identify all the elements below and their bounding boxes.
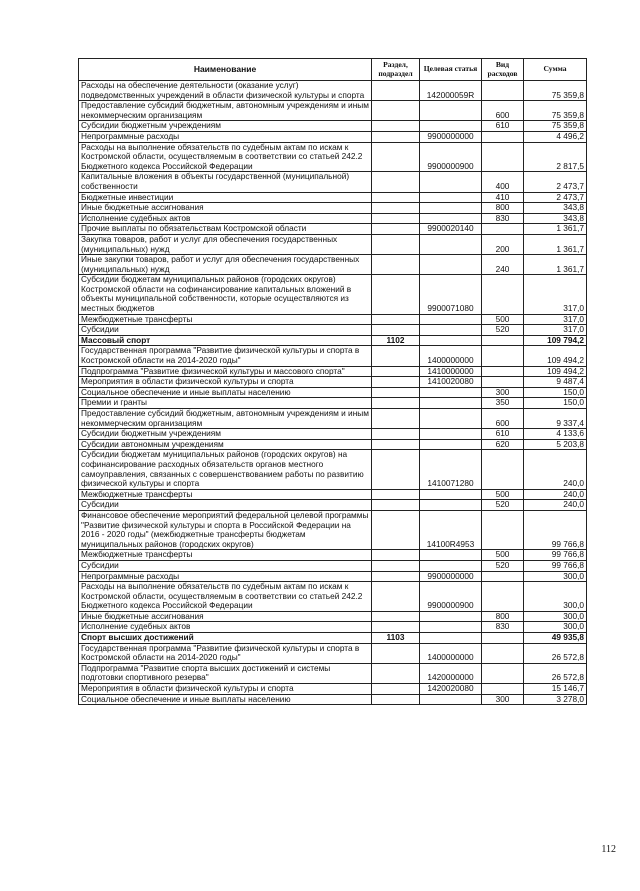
cell-name: Исполнение судебных актов	[79, 213, 372, 224]
cell-sum: 240,0	[524, 450, 587, 489]
cell-name: Субсидии	[79, 560, 372, 571]
cell-target	[420, 550, 482, 561]
table-row	[79, 622, 587, 633]
cell-sum: 150,0	[524, 387, 587, 398]
cell-section	[372, 510, 420, 549]
cell-sum: 300,0	[524, 622, 587, 633]
cell-type: 610	[482, 121, 524, 132]
cell-section	[372, 571, 420, 582]
cell-name: Премии и гранты	[79, 398, 372, 409]
table-row	[79, 489, 587, 500]
cell-type: 520	[482, 325, 524, 336]
cell-name: Прочие выплаты по обязательствам Костромской области	[79, 224, 372, 235]
cell-section	[372, 663, 420, 683]
cell-name: Расходы на выполнение обязательств по судебным актам по искам к Костромской области, осуществляемым в соответствии со статьей 242.2 Бюджетного кодекса Российской Федерации	[79, 582, 372, 612]
cell-name: Межбюджетные трансферты	[79, 489, 372, 500]
cell-section	[372, 172, 420, 192]
cell-section	[372, 377, 420, 388]
cell-target	[420, 325, 482, 336]
cell-section	[372, 203, 420, 214]
cell-type: 600	[482, 101, 524, 121]
cell-sum: 99 766,8	[524, 550, 587, 561]
cell-sum: 4 496,2	[524, 131, 587, 142]
cell-type	[482, 571, 524, 582]
cell-sum: 109 494,2	[524, 366, 587, 377]
cell-type: 200	[482, 234, 524, 254]
table-row	[79, 377, 587, 388]
cell-target	[420, 694, 482, 705]
cell-type: 240	[482, 255, 524, 275]
budget-table	[78, 58, 587, 705]
header-section: Раздел, подраздел	[372, 59, 420, 81]
cell-type: 500	[482, 550, 524, 561]
cell-section	[372, 684, 420, 695]
cell-type	[482, 81, 524, 101]
cell-name: Предоставление субсидий бюджетным, автономным учреждениям и иным некоммерческим организациям	[79, 101, 372, 121]
cell-sum: 99 766,8	[524, 560, 587, 571]
cell-target	[420, 611, 482, 622]
cell-target: 9900000000	[420, 571, 482, 582]
cell-sum: 300,0	[524, 611, 587, 622]
cell-sum: 109 794,2	[524, 335, 587, 346]
header-type: Вид расходов	[482, 59, 524, 81]
cell-name: Иные бюджетные ассигнования	[79, 611, 372, 622]
cell-type: 620	[482, 439, 524, 450]
cell-name: Спорт высших достижений	[79, 633, 372, 644]
cell-section	[372, 192, 420, 203]
table-row	[79, 81, 587, 101]
cell-name: Мероприятия в области физической культуры и спорта	[79, 377, 372, 388]
table-row	[79, 684, 587, 695]
cell-target	[420, 101, 482, 121]
table-body	[79, 81, 587, 705]
cell-name: Подпрограмма "Развитие физической культуры и массового спорта"	[79, 366, 372, 377]
cell-type: 500	[482, 489, 524, 500]
cell-name: Субсидии	[79, 325, 372, 336]
cell-sum: 317,0	[524, 275, 587, 314]
cell-sum: 75 359,8	[524, 121, 587, 132]
cell-name: Бюджетные инвестиции	[79, 192, 372, 203]
cell-section	[372, 81, 420, 101]
cell-name: Финансовое обеспечение мероприятий федеральной целевой программы "Развитие физической культуры и спорта в Российской Федерации на 2016 - 2020 годы" (межбюджетные трансферты бюджетам муниципальных районов (городских округов)	[79, 510, 372, 549]
cell-target	[420, 255, 482, 275]
cell-name: Субсидии бюджетам муниципальных районов (городских округов) на софинансирование расходных обязательств органов местного самоуправления, связанных с совершенствованием работы по развитию физической культуры и спорта	[79, 450, 372, 489]
cell-type: 600	[482, 409, 524, 429]
cell-target	[420, 121, 482, 132]
cell-sum: 2 817,5	[524, 142, 587, 172]
cell-section	[372, 550, 420, 561]
cell-sum: 75 359,8	[524, 81, 587, 101]
table-row	[79, 203, 587, 214]
cell-type	[482, 142, 524, 172]
table-row	[79, 560, 587, 571]
cell-type	[482, 275, 524, 314]
cell-section	[372, 346, 420, 366]
cell-name: Субсидии бюджетам муниципальных районов (городских округов) Костромской области на софинансирование капитальных вложений в объекты муниципальной собственности, которые осуществляются из местных бюджетов	[79, 275, 372, 314]
cell-name: Исполнение судебных актов	[79, 622, 372, 633]
cell-name: Непрограммные расходы	[79, 131, 372, 142]
cell-sum: 1 361,7	[524, 234, 587, 254]
table-row	[79, 192, 587, 203]
cell-target: 142000059R	[420, 81, 482, 101]
cell-type: 610	[482, 429, 524, 440]
cell-sum: 240,0	[524, 489, 587, 500]
cell-type: 520	[482, 500, 524, 511]
cell-target: 1410020080	[420, 377, 482, 388]
cell-type	[482, 633, 524, 644]
cell-section	[372, 409, 420, 429]
cell-section	[372, 643, 420, 663]
table-row	[79, 439, 587, 450]
cell-section	[372, 366, 420, 377]
cell-target	[420, 234, 482, 254]
cell-section	[372, 234, 420, 254]
cell-name: Межбюджетные трансферты	[79, 314, 372, 325]
cell-name: Мероприятия в области физической культуры и спорта	[79, 684, 372, 695]
table-row	[79, 101, 587, 121]
cell-target	[420, 203, 482, 214]
table-row	[79, 325, 587, 336]
cell-target: 1410071280	[420, 450, 482, 489]
table-row	[79, 131, 587, 142]
header-sum: Сумма	[524, 59, 587, 81]
cell-sum: 3 278,0	[524, 694, 587, 705]
cell-name: Субсидии бюджетным учреждениям	[79, 429, 372, 440]
table-header-row	[79, 59, 587, 81]
table-row	[79, 142, 587, 172]
table-row	[79, 429, 587, 440]
table-row	[79, 346, 587, 366]
cell-sum: 317,0	[524, 314, 587, 325]
cell-name: Массовый спорт	[79, 335, 372, 346]
cell-target: 9900000000	[420, 131, 482, 142]
cell-section	[372, 694, 420, 705]
cell-sum: 343,8	[524, 203, 587, 214]
cell-type	[482, 643, 524, 663]
cell-target: 9900020140	[420, 224, 482, 235]
cell-sum: 26 572,8	[524, 663, 587, 683]
table-row	[79, 611, 587, 622]
cell-target: 9900000900	[420, 582, 482, 612]
table-row	[79, 275, 587, 314]
cell-name: Иные бюджетные ассигнования	[79, 203, 372, 214]
cell-type	[482, 224, 524, 235]
table-row	[79, 450, 587, 489]
cell-name: Субсидии	[79, 500, 372, 511]
table-row	[79, 409, 587, 429]
cell-type: 400	[482, 172, 524, 192]
cell-sum: 99 766,8	[524, 510, 587, 549]
cell-target	[420, 429, 482, 440]
cell-sum: 1 361,7	[524, 224, 587, 235]
cell-section	[372, 500, 420, 511]
cell-target	[420, 314, 482, 325]
table-row	[79, 633, 587, 644]
cell-type	[482, 335, 524, 346]
cell-section	[372, 142, 420, 172]
table-row	[79, 694, 587, 705]
table-row	[79, 121, 587, 132]
cell-type	[482, 346, 524, 366]
cell-type	[482, 684, 524, 695]
cell-section: 1102	[372, 335, 420, 346]
table-row	[79, 571, 587, 582]
table-row	[79, 224, 587, 235]
cell-target	[420, 439, 482, 450]
cell-section	[372, 325, 420, 336]
cell-type: 830	[482, 213, 524, 224]
cell-name: Иные закупки товаров, работ и услуг для обеспечения государственных (муниципальных) нужд	[79, 255, 372, 275]
cell-section	[372, 121, 420, 132]
cell-target: 1420000000	[420, 663, 482, 683]
cell-section	[372, 611, 420, 622]
cell-target	[420, 387, 482, 398]
table-row	[79, 663, 587, 683]
cell-sum: 26 572,8	[524, 643, 587, 663]
page-number: 112	[601, 844, 616, 855]
cell-sum: 1 361,7	[524, 255, 587, 275]
cell-type: 500	[482, 314, 524, 325]
cell-type	[482, 450, 524, 489]
cell-sum: 300,0	[524, 582, 587, 612]
cell-type: 410	[482, 192, 524, 203]
cell-target	[420, 622, 482, 633]
cell-target: 14100R4953	[420, 510, 482, 549]
table-row	[79, 172, 587, 192]
table-row	[79, 366, 587, 377]
table-row	[79, 398, 587, 409]
cell-target: 1400000000	[420, 346, 482, 366]
header-target: Целевая статья	[420, 59, 482, 81]
cell-section	[372, 255, 420, 275]
cell-target: 1400000000	[420, 643, 482, 663]
cell-section	[372, 450, 420, 489]
cell-name: Межбюджетные трансферты	[79, 550, 372, 561]
cell-target	[420, 560, 482, 571]
cell-sum: 9 337,4	[524, 409, 587, 429]
table-row	[79, 213, 587, 224]
cell-sum: 150,0	[524, 398, 587, 409]
cell-sum: 5 203,8	[524, 439, 587, 450]
cell-sum: 75 359,8	[524, 101, 587, 121]
cell-name: Субсидии бюджетным учреждениям	[79, 121, 372, 132]
cell-type: 300	[482, 694, 524, 705]
cell-type	[482, 377, 524, 388]
cell-section	[372, 439, 420, 450]
cell-section	[372, 224, 420, 235]
cell-name: Расходы на выполнение обязательств по судебным актам по искам к Костромской области, осуществляемым в соответствии со статьей 242.2 Бюджетного кодекса Российской Федерации	[79, 142, 372, 172]
cell-target	[420, 489, 482, 500]
cell-name: Субсидии автономным учреждениям	[79, 439, 372, 450]
table-row	[79, 643, 587, 663]
table-row	[79, 500, 587, 511]
cell-target	[420, 633, 482, 644]
cell-sum: 240,0	[524, 500, 587, 511]
cell-name: Социальное обеспечение и иные выплаты населению	[79, 694, 372, 705]
cell-name: Расходы на обеспечение деятельности (оказание услуг) подведомственных учреждений в области физической культуры и спорта	[79, 81, 372, 101]
cell-name: Закупка товаров, работ и услуг для обеспечения государственных (муниципальных) нужд	[79, 234, 372, 254]
table-row	[79, 234, 587, 254]
cell-section	[372, 101, 420, 121]
table-row	[79, 550, 587, 561]
cell-target	[420, 192, 482, 203]
cell-section	[372, 131, 420, 142]
table-row	[79, 582, 587, 612]
cell-sum: 2 473,7	[524, 192, 587, 203]
cell-type: 300	[482, 387, 524, 398]
cell-sum: 9 487,4	[524, 377, 587, 388]
cell-target	[420, 213, 482, 224]
cell-type: 830	[482, 622, 524, 633]
table-row	[79, 314, 587, 325]
cell-name: Капитальные вложения в объекты государственной (муниципальной) собственности	[79, 172, 372, 192]
cell-section	[372, 387, 420, 398]
cell-name: Социальное обеспечение и иные выплаты населению	[79, 387, 372, 398]
cell-sum: 15 146,7	[524, 684, 587, 695]
cell-name: Государственная программа "Развитие физической культуры и спорта в Костромской области на 2014-2020 годы"	[79, 643, 372, 663]
cell-sum: 4 133,6	[524, 429, 587, 440]
cell-target: 1410000000	[420, 366, 482, 377]
cell-type	[482, 582, 524, 612]
cell-target: 9900000900	[420, 142, 482, 172]
cell-sum: 343,8	[524, 213, 587, 224]
cell-section	[372, 429, 420, 440]
cell-type: 520	[482, 560, 524, 571]
cell-target	[420, 409, 482, 429]
cell-name: Предоставление субсидий бюджетным, автономным учреждениям и иным некоммерческим организациям	[79, 409, 372, 429]
cell-target: 1420020080	[420, 684, 482, 695]
cell-type: 800	[482, 611, 524, 622]
cell-sum: 49 935,8	[524, 633, 587, 644]
cell-section	[372, 398, 420, 409]
cell-name: Непрограммные расходы	[79, 571, 372, 582]
table-row	[79, 387, 587, 398]
cell-sum: 317,0	[524, 325, 587, 336]
cell-name: Подпрограмма "Развитие спорта высших достижений и системы подготовки спортивного резерва"	[79, 663, 372, 683]
cell-sum: 109 494,2	[524, 346, 587, 366]
header-name: Наименование	[79, 59, 372, 81]
cell-section	[372, 560, 420, 571]
table-row	[79, 510, 587, 549]
cell-section	[372, 489, 420, 500]
cell-section: 1103	[372, 633, 420, 644]
table-row	[79, 255, 587, 275]
cell-section	[372, 622, 420, 633]
cell-section	[372, 275, 420, 314]
cell-type	[482, 131, 524, 142]
cell-section	[372, 314, 420, 325]
cell-sum: 300,0	[524, 571, 587, 582]
cell-target: 9900071080	[420, 275, 482, 314]
cell-name: Государственная программа "Развитие физической культуры и спорта в Костромской области на 2014-2020 годы"	[79, 346, 372, 366]
table-row	[79, 335, 587, 346]
cell-target	[420, 172, 482, 192]
cell-sum: 2 473,7	[524, 172, 587, 192]
cell-type	[482, 366, 524, 377]
cell-section	[372, 213, 420, 224]
cell-type: 800	[482, 203, 524, 214]
cell-type	[482, 663, 524, 683]
cell-target	[420, 335, 482, 346]
cell-type: 350	[482, 398, 524, 409]
cell-target	[420, 398, 482, 409]
cell-section	[372, 582, 420, 612]
cell-type	[482, 510, 524, 549]
cell-target	[420, 500, 482, 511]
